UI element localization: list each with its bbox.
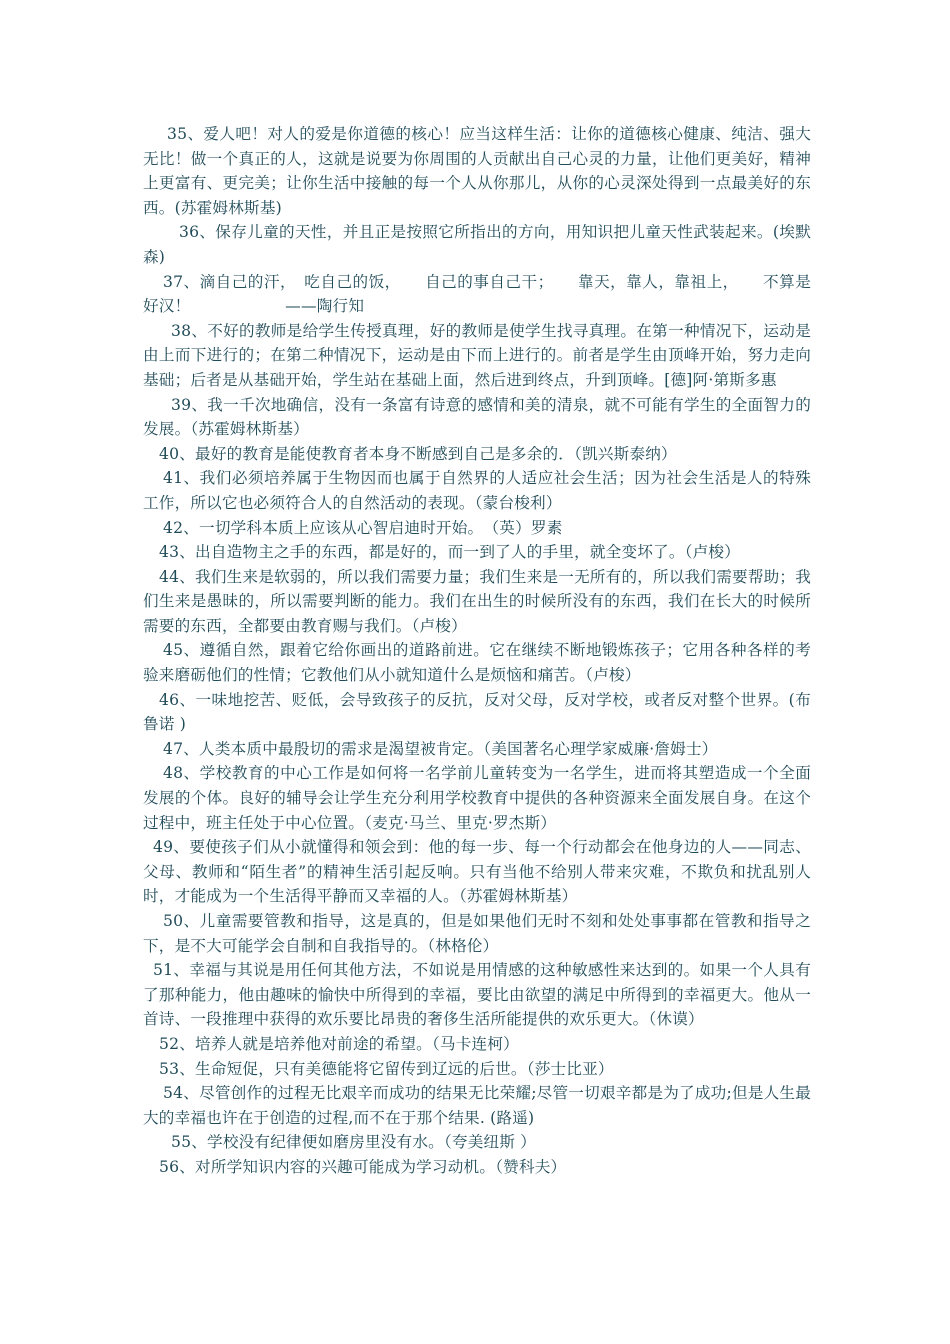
quote-paragraph: 39、我一千次地确信，没有一条富有诗意的感情和美的清泉，就不可能有学生的全面智力的发展。（苏霍姆林斯基）: [143, 395, 811, 439]
quote-paragraph: 53、生命短促，只有美德能将它留传到辽远的后世。（莎士比亚）: [159, 1059, 614, 1078]
quote-paragraph: 50、儿童需要管教和指导，这是真的，但是如果他们无时不刻和处处事事都在管教和指导之下，是不大可能学会自制和自我指导的。（林格伦）: [143, 912, 811, 955]
quote-paragraph: 47、人类本质中最殷切的需求是渴望被肯定。（美国著名心理学家威廉·詹姆士）: [163, 739, 718, 758]
quote-paragraph: 43、出自造物主之手的东西，都是好的，而一到了人的手里，就全变坏了。（卢梭）: [159, 543, 741, 562]
quote-paragraph: 45、遵循自然，跟着它给你画出的道路前进。它在继续不断地锻炼孩子；它用各种各样的考验来磨砺他们的性情；它教他们从小就知道什么是烦恼和痛苦。（卢梭）: [143, 641, 811, 685]
quote-paragraph: 36、保存儿童的天性，并且正是按照它所指出的方向，用知识把儿童天性武装起来。(埃默森): [143, 223, 811, 266]
quote-paragraph: 49、要使孩子们从小就懂得和领会到：他的每一步、每一个行动都会在他身边的人——同志、父母、教师和“陌生者”的精神生活引起反响。只有当他不给别人带来灾难，不欺负和扰乱别人时，才能成为一个生活得平静而又幸福的人。（苏霍姆林斯基）: [143, 838, 811, 906]
quote-paragraph: 48、学校教育的中心工作是如何将一名学前儿童转变为一名学生，进而将其塑造成一个全面发展的个体。良好的辅导会让学生充分利用学校教育中提供的各种资源来全面发展自身。在这个过程中，班主任处于中心位置。（麦克·马兰、里克·罗杰斯）: [143, 764, 811, 832]
quote-paragraph: 46、一味地挖苦、贬低，会导致孩子的反抗，反对父母，反对学校，或者反对整个世界。(布鲁诺 ): [143, 690, 811, 734]
quote-paragraph: 38、不好的教师是给学生传授真理，好的教师是使学生找寻真理。在第一种情况下，运动是由上而下进行的；在第二种情况下，运动是由下而上进行的。前者是学生由顶峰开始，努力走向基础；后者是从基础开始，学生站在基础上面，然后进到终点，升到顶峰。[德]阿·第斯多惠: [143, 321, 811, 389]
quote-paragraph: 35、爱人吧！对人的爱是你道德的核心！应当这样生活：让你的道德核心健康、纯洁、强大无比！做一个真正的人，这就是说要为你周围的人贡献出自己心灵的力量，让他们更美好，精神上更富有、更完美；让你生活中接触的每一个人从你那儿，从你的心灵深处得到一点最美好的东西。(苏霍姆林斯基): [143, 125, 811, 217]
quote-paragraph: 55、学校没有纪律便如磨房里没有水。（夸美纽斯 ）: [171, 1133, 537, 1152]
quote-paragraph: 41、我们必须培养属于生物因而也属于自然界的人适应社会生活；因为社会生活是人的特殊工作，所以它也必须符合人的自然活动的表现。（蒙台梭利）: [143, 469, 811, 512]
quote-paragraph: 44、我们生来是软弱的，所以我们需要力量；我们生来是一无所有的，所以我们需要帮助；我们生来是愚昧的，所以需要判断的能力。我们在出生的时候所没有的东西，我们在长大的时候所需要的东西，全都要由教育赐与我们。（卢梭）: [143, 567, 811, 635]
quote-paragraph: 37、滴自己的汗， 吃自己的饭， 自己的事自己干； 靠天，靠人，靠祖上， 不算是好汉！ ——陶行知: [143, 272, 811, 316]
quote-paragraph: 54、尽管创作的过程无比艰辛而成功的结果无比荣耀;尽管一切艰辛都是为了成功;但是人生最大的幸福也许在于创造的过程,而不在于那个结果. (路遥): [143, 1084, 811, 1127]
quote-paragraph: 51、幸福与其说是用任何其他方法，不如说是用情感的这种敏感性来达到的。如果一个人具有了那种能力，他由趣味的愉快中所得到的幸福，要比由欲望的满足中所得到的幸福更大。他从一首诗、一段推理中获得的欢乐要比昂贵的奢侈生活所能提供的欢乐更大。（休谟）: [143, 961, 811, 1029]
quote-paragraph: 40、最好的教育是能使教育者本身不断感到自己是多余的．（凯兴斯泰纳）: [159, 444, 677, 463]
document-page: [143, 122, 811, 1180]
quote-paragraph: 42、一切学科本质上应该从心智启迪时开始。 （英）罗素: [163, 518, 563, 537]
quote-paragraph: 52、培养人就是培养他对前途的希望。（马卡连柯）: [159, 1034, 519, 1053]
quote-paragraph: 56、对所学知识内容的兴趣可能成为学习动机。（赞科夫）: [159, 1157, 567, 1176]
